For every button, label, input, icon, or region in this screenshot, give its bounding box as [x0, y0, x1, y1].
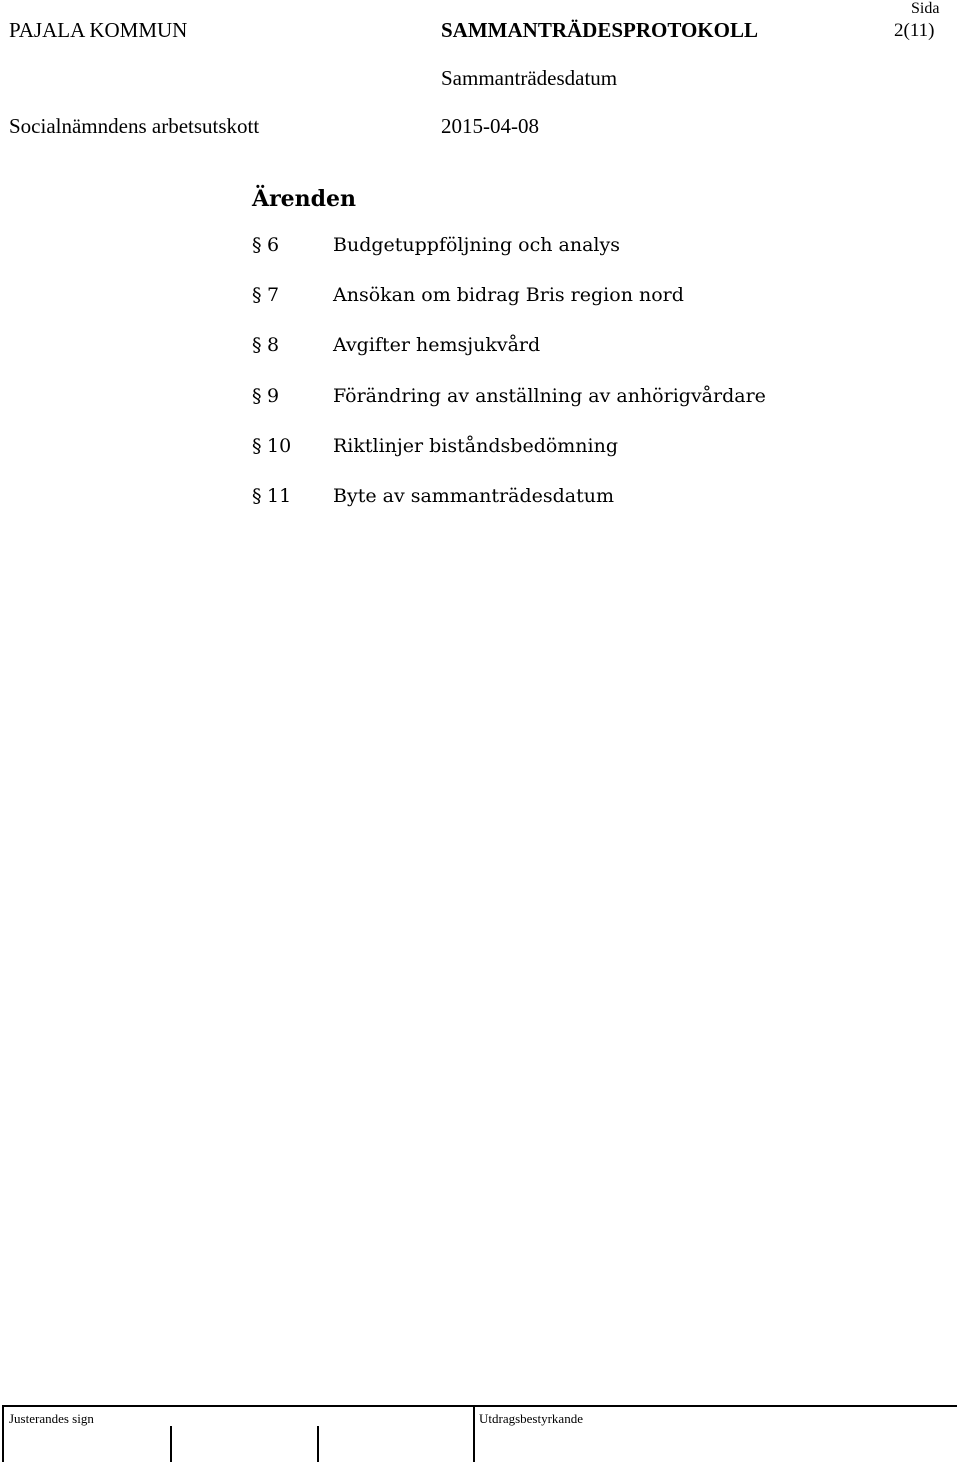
section-symbol: §: [252, 434, 262, 457]
agenda-item-number: 10: [267, 434, 292, 457]
section-symbol: §: [252, 284, 262, 307]
signature-box-divider: [317, 1426, 319, 1462]
document-type: SAMMANTRÄDESPROTOKOLL: [441, 18, 758, 42]
justering-sign-label: Justerandes sign: [9, 1411, 94, 1426]
agenda-item-number: 11: [267, 484, 292, 507]
page-number: 2(11): [894, 20, 935, 41]
agenda-item-text: Ansökan om bidrag Bris region nord: [333, 284, 684, 307]
section-symbol: §: [252, 334, 262, 357]
committee-name: Socialnämndens arbetsutskott: [9, 114, 260, 138]
agenda-item-number: 8: [267, 334, 280, 357]
agenda-item-text: Budgetuppföljning och analys: [333, 234, 620, 256]
agenda-item-text: Förändring av anställning av anhörigvårdare: [333, 384, 766, 407]
agenda-item-text: Avgifter hemsjukvård: [333, 334, 541, 357]
footer-divider: [473, 1407, 475, 1462]
agenda-item-text: Riktlinjer biståndsbedömning: [333, 434, 619, 457]
agenda-item-text: Byte av sammanträdesdatum: [333, 484, 614, 507]
section-symbol: §: [252, 384, 262, 407]
section-symbol: §: [252, 484, 262, 507]
meeting-date: 2015-04-08: [441, 114, 539, 138]
extract-certification-label: Utdragsbestyrkande: [479, 1411, 583, 1426]
agenda-item-number: 7: [267, 284, 280, 307]
section-symbol: §: [252, 234, 262, 256]
organization-name: PAJALA KOMMUN: [9, 18, 188, 42]
agenda-item-number: 6: [267, 234, 280, 256]
signature-box-divider: [170, 1426, 172, 1462]
agenda-title: Ärenden: [252, 186, 357, 212]
agenda-item-number: 9: [267, 384, 280, 407]
footer-divider: [2, 1407, 4, 1462]
signature-footer: [2, 1405, 957, 1462]
page-label: Sida: [911, 0, 940, 17]
meeting-date-label: Sammanträdesdatum: [441, 66, 618, 90]
